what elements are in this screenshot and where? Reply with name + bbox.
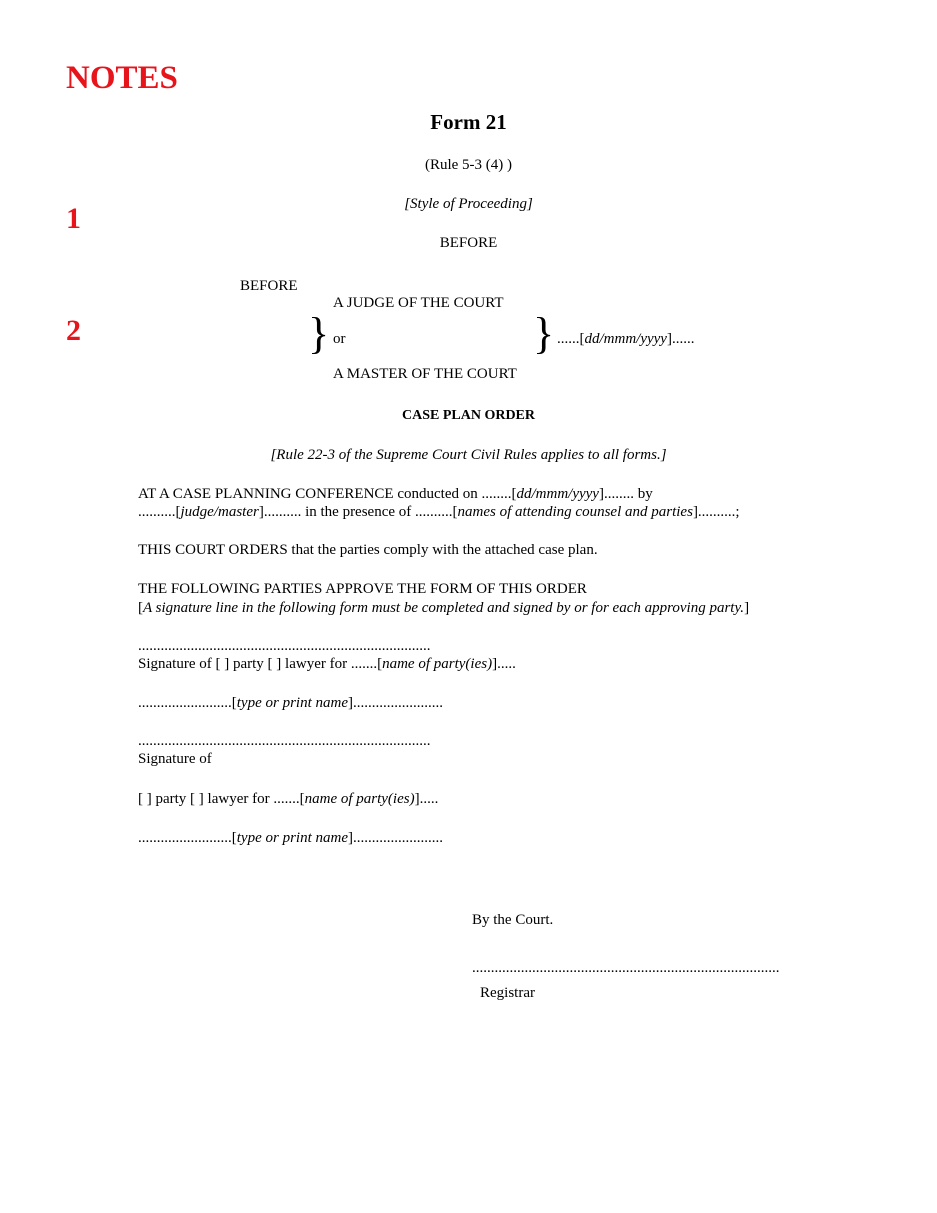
- print-name-line-2: .........................[type or print name]........................: [138, 830, 443, 846]
- rule-note: [Rule 22-3 of the Supreme Court Civil Rules applies to all forms.]: [270, 447, 667, 463]
- signature-line-2: ..............................................................................: [138, 733, 431, 749]
- note-number-1: 1: [66, 202, 81, 235]
- approval-note: [A signature line in the following form must be completed and signed by or for each approving party.]: [138, 600, 750, 616]
- order-title: CASE PLAN ORDER: [401, 408, 535, 423]
- form-title: Form 21: [430, 110, 507, 134]
- signature-label-2: Signature of: [138, 751, 212, 767]
- print-name-line-1: .........................[type or print name]........................: [138, 695, 443, 711]
- left-brace: }: [308, 309, 330, 358]
- conference-line-1: AT A CASE PLANNING CONFERENCE conducted on ........[dd/mmm/yyyy]........ by: [138, 486, 653, 502]
- right-brace: }: [533, 309, 555, 358]
- signature-line-1: ..............................................................................: [138, 638, 431, 654]
- notes-title: NOTES: [66, 60, 178, 96]
- master-option: A MASTER OF THE COURT: [333, 366, 517, 382]
- court-orders-text: THIS COURT ORDERS that the parties comply with the attached case plan.: [138, 542, 598, 558]
- judge-option: A JUDGE OF THE COURT: [333, 295, 504, 311]
- rule-reference: (Rule 5-3 (4) ): [424, 157, 513, 173]
- before-heading: BEFORE: [439, 235, 498, 251]
- party-lawyer-line-2: [ ] party [ ] lawyer for .......[name of party(ies)].....: [138, 791, 439, 807]
- style-of-proceeding: [Style of Proceeding]: [404, 196, 533, 212]
- by-the-court: By the Court.: [472, 912, 554, 928]
- conference-line-2: ..........[judge/master].......... in the presence of ..........[names of attending counsel and parties]..........;: [138, 504, 740, 520]
- note-number-2: 2: [66, 314, 81, 347]
- approval-heading: THE FOLLOWING PARTIES APPROVE THE FORM OF THIS ORDER: [138, 581, 587, 597]
- registrar-signature-line: ..................................................................................: [472, 960, 780, 976]
- signature-label-1: Signature of [ ] party [ ] lawyer for .......[name of party(ies)].....: [138, 656, 516, 672]
- before-label: BEFORE: [240, 278, 298, 294]
- registrar-label: Registrar: [480, 985, 535, 1001]
- or-label: or: [333, 331, 346, 347]
- date-field: ......[dd/mmm/yyyy]......: [557, 331, 695, 347]
